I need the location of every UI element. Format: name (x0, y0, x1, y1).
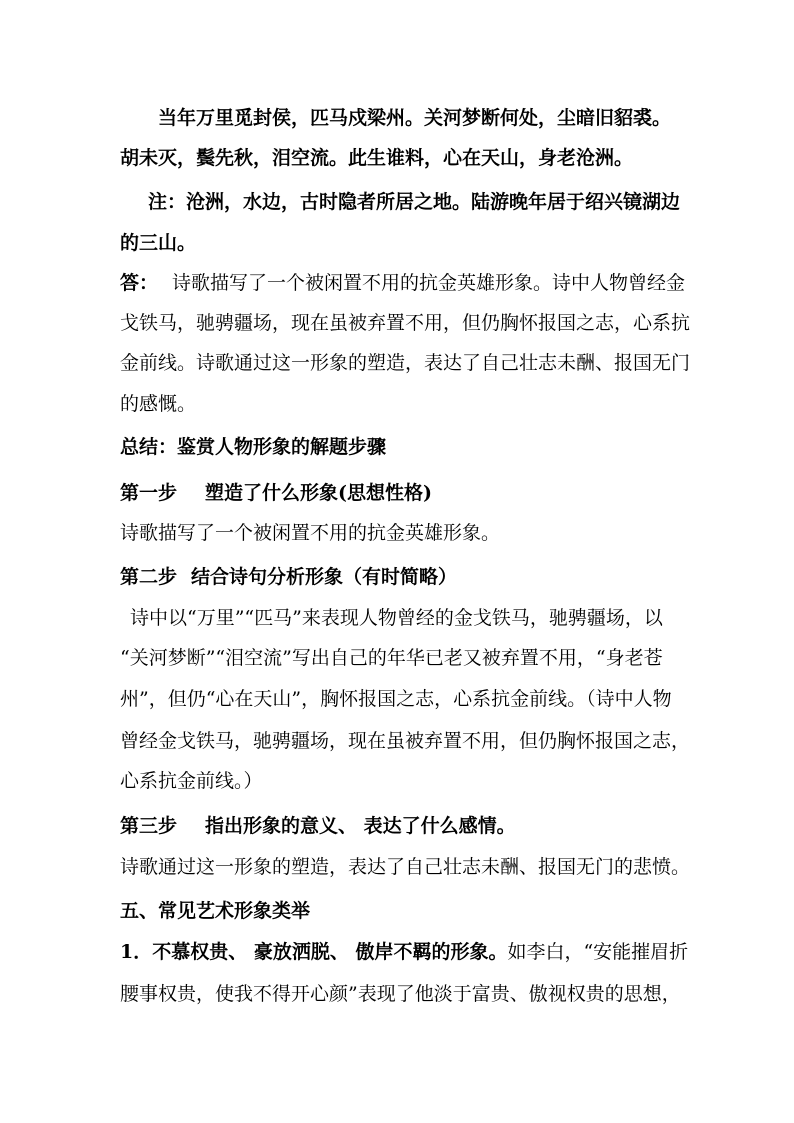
step2-line-2: “关河梦断”“泪空流”写出自己的年华已老又被弃置不用，“身老苍 (120, 647, 663, 669)
note-line-1: 注：沧洲，水边，古时隐者所居之地。陆游晚年居于绍兴镜湖边 (148, 191, 681, 213)
step2-line-5: 心系抗金前线。） (120, 770, 263, 792)
answer-label: 答： (120, 272, 159, 294)
answer-line-1 (120, 268, 686, 298)
step2-label: 第二步 (120, 566, 178, 588)
section5-item1-line-1 (120, 937, 689, 967)
step3-body: 诗歌通过这一形象的塑造，表达了自己壮志未酬、报国无门的悲愤。 (120, 856, 691, 878)
step2-line-4: 曾经金戈铁马，驰骋疆场，现在虽被弃置不用，但仍胸怀报国之志， (120, 730, 691, 752)
step3-label: 第三步 (120, 815, 178, 837)
step2-line-3: 州”，但仍“心在天山”，胸怀报国之志，心系抗金前线。（诗中人物 (120, 688, 672, 710)
poem-line-2: 胡未灭，鬓先秋，泪空流。此生谁料，心在天山，身老沧洲。 (120, 147, 634, 169)
step2-line-1: 诗中以“万里”“匹马”来表现人物曾经的金戈铁马，驰骋疆场，以 (130, 607, 663, 629)
step1-body: 诗歌描写了一个被闲置不用的抗金英雄形象。 (120, 522, 501, 544)
step3-heading (120, 811, 680, 841)
answer-line-2: 戈铁马，驰骋疆场，现在虽被弃置不用，但仍胸怀报国之志，心系抗 (120, 312, 691, 334)
answer-line-3: 金前线。诗歌通过这一形象的塑造，表达了自己壮志未酬、报国无门 (120, 352, 691, 374)
section5-item1-text: 如李白，“安能摧眉折 (507, 941, 689, 963)
step2-title: 结合诗句分析形象（有时简略） (191, 566, 458, 588)
section5-title: 五、常见艺术形象类举 (120, 900, 311, 922)
step1-heading (120, 478, 680, 508)
step2-heading (120, 562, 680, 592)
answer-line-4: 的感慨。 (120, 393, 197, 415)
answer-text-1: 诗歌描写了一个被闲置不用的抗金英雄形象。诗中人物曾经金 (172, 272, 686, 294)
section5-item1-line-2: 腰事权贵，使我不得开心颜”表现了他淡于富贵、傲视权贵的思想， (120, 983, 681, 1005)
step1-title: 塑造了什么形象(思想性格) (205, 482, 432, 504)
step1-label: 第一步 (120, 482, 178, 504)
summary-title: 总结：鉴赏人物形象的解题步骤 (120, 436, 387, 458)
section5-item1-heading: 1．不慕权贵、 豪放洒脱、 傲岸不羁的形象。 (120, 941, 508, 963)
poem-line-1: 当年万里觅封侯，匹马戍梁州。关河梦断何处，尘暗旧貂裘。 (158, 107, 672, 129)
step3-title: 指出形象的意义、 表达了什么感情。 (205, 815, 516, 837)
note-line-2: 的三山。 (120, 232, 197, 254)
